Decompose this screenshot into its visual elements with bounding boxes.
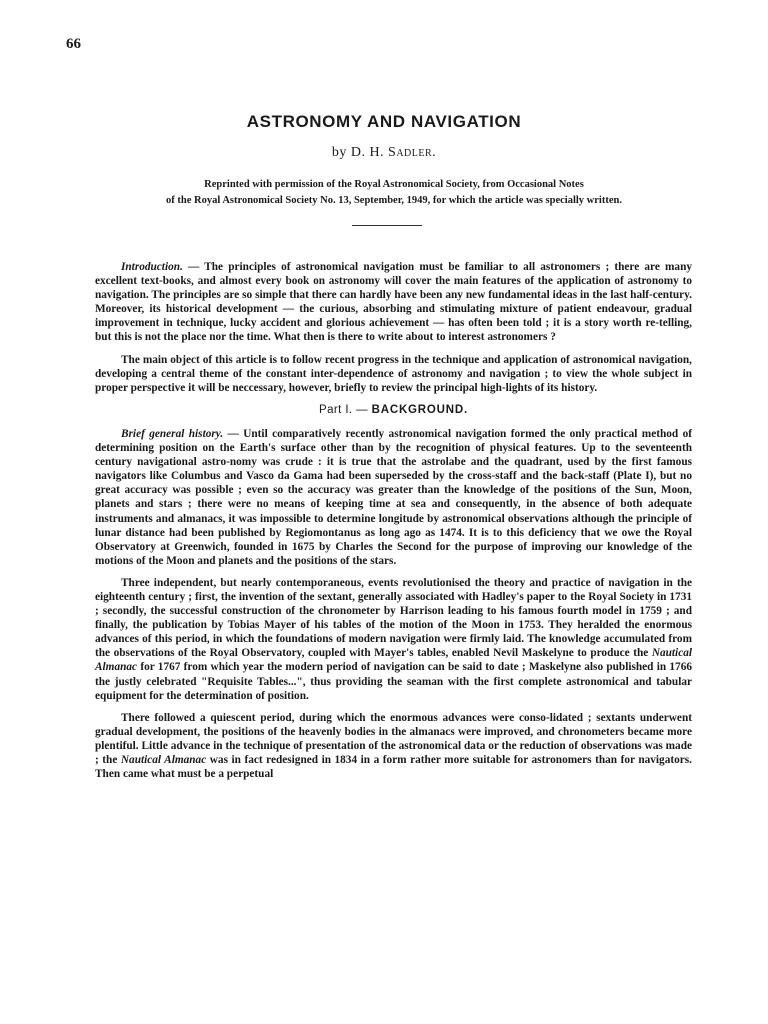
introduction-text: — The principles of astronomical navigation must be familiar to all astronomers ; there are many excellent text-books, and almost every book on astronomy will cover the main features of the application of astronomy to navigation. The principles are so simple that there can hardly have been any new fundamental ideas in the last half-century. Moreover, its historical development — the curious, absorbing and stimulating mixture of patient endeavour, gradual improvement in technique, lucky accident and glorious achievement — has often been told ; it is a story worth re-telling, but this is not the place nor the time. What then is there to write about to interest astronomers ?: [95, 261, 692, 344]
part-label: Part I. —: [319, 403, 372, 416]
three-events-text-b: for 1767 from which year the modern period of navigation can be said to date ; Maskelyne also published in 1766 the justly celebrated "Requisite Tables...", thus providing the seaman with the first complete astronomical and tabular equipment for the determination of position.: [95, 661, 692, 702]
quiescent-text-b: was in fact redesigned in 1834 in a form rather more suitable for astronomers than for navigators. Then came what must be a perpetual: [95, 754, 692, 781]
three-events-almanac: Nautical Almanac: [95, 647, 692, 674]
section-divider: [352, 225, 422, 226]
article-body: [95, 260, 692, 789]
introduction-lead: Introduction.: [121, 261, 183, 273]
paragraph-quiescent: [95, 711, 692, 781]
paragraph-main-object: The main object of this article is to follow recent progress in the technique and application of astronomical navigation, developing a central theme of the constant inter-dependence of astronomy and navigation ; to view the whole subject in proper perspective it will be neccessary, however, briefly to review the principal high-lights of its history.: [95, 353, 692, 394]
reprint-note: [92, 177, 696, 209]
paragraph-introduction: [95, 260, 692, 345]
page-number: 66: [66, 36, 81, 52]
history-lead: Brief general history.: [121, 427, 224, 440]
byline-prefix: by: [331, 145, 351, 160]
history-text: — Until comparatively recently astronomical navigation formed the only practical method of determining position on the Earth's surface other than by the recognition of physical features. Up to the seventeenth century navigational astro-nomy was crude : it is true that the astrolabe and the quadrant, used by the first famous navigators like Columbus and Vasco da Gama had been superseded by the cross-staff and the back-staff (Plate I), but no great accuracy was possible ; even so the accuracy was greater than the knowledge of the positions of the Sun, Moon, planets and stars ; there were no means of keeping time at sea and consequently, in the absence of both adequate instruments and almanacs, it was impossible to determine longitude by astronomical observations although the principle of lunar distance had been published by Regiomontanus as long ago as 1474. It is to this deficiency that we owe the Royal Observatory at Greenwich, founded in 1675 by Charles the Second for the purpose of improving our knowledge of the motions of the Moon and planets and the positions of the stars.: [95, 427, 692, 567]
reprint-note-line-2: of the Royal Astronomical Society No. 13, September, 1949, for which the article was specially written.: [166, 194, 622, 206]
part-heading: [95, 403, 692, 417]
byline: [0, 145, 768, 161]
paragraph-three-events: [95, 576, 692, 703]
reprint-note-line-1: Reprinted with permission of the Royal Astronomical Society, from Occasional Notes: [204, 179, 584, 190]
article-title: ASTRONOMY AND NAVIGATION: [246, 112, 522, 131]
part-title: BACKGROUND.: [371, 403, 468, 416]
paragraph-history: [95, 427, 692, 568]
quiescent-almanac: Nautical Almanac: [120, 754, 207, 766]
quiescent-text-a: There followed a quiescent period, during which the enormous advances were conso-lidated ; sextants underwent gradual development, the positions of the heavenly bodies in the almanacs were improved, and chronometers became more plentiful. Little advance in the technique of presentation of the astronomical data or the reduction of observations was made ; the: [95, 711, 692, 766]
three-events-text-a: Three independent, but nearly contemporaneous, events revolutionised the theory and practice of navigation in the eighteenth century ; first, the invention of the sextant, generally associated with Hadley's paper to the Royal Society in 1731 ; secondly, the successful construction of the chronometer by Harrison leading to his famous fourth model in 1759 ; and finally, the publication by Tobias Mayer of his tables of the motion of the Moon in 1753. They heralded the enormous advances of this period, in which the foundations of modern navigation were firmly laid. The knowledge accumulated from the observations of the Royal Observatory, coupled with Mayer's tables, enabled Nevil Maskelyne to produce the: [95, 576, 692, 660]
author-name: D. H. Sadler.: [350, 145, 437, 160]
